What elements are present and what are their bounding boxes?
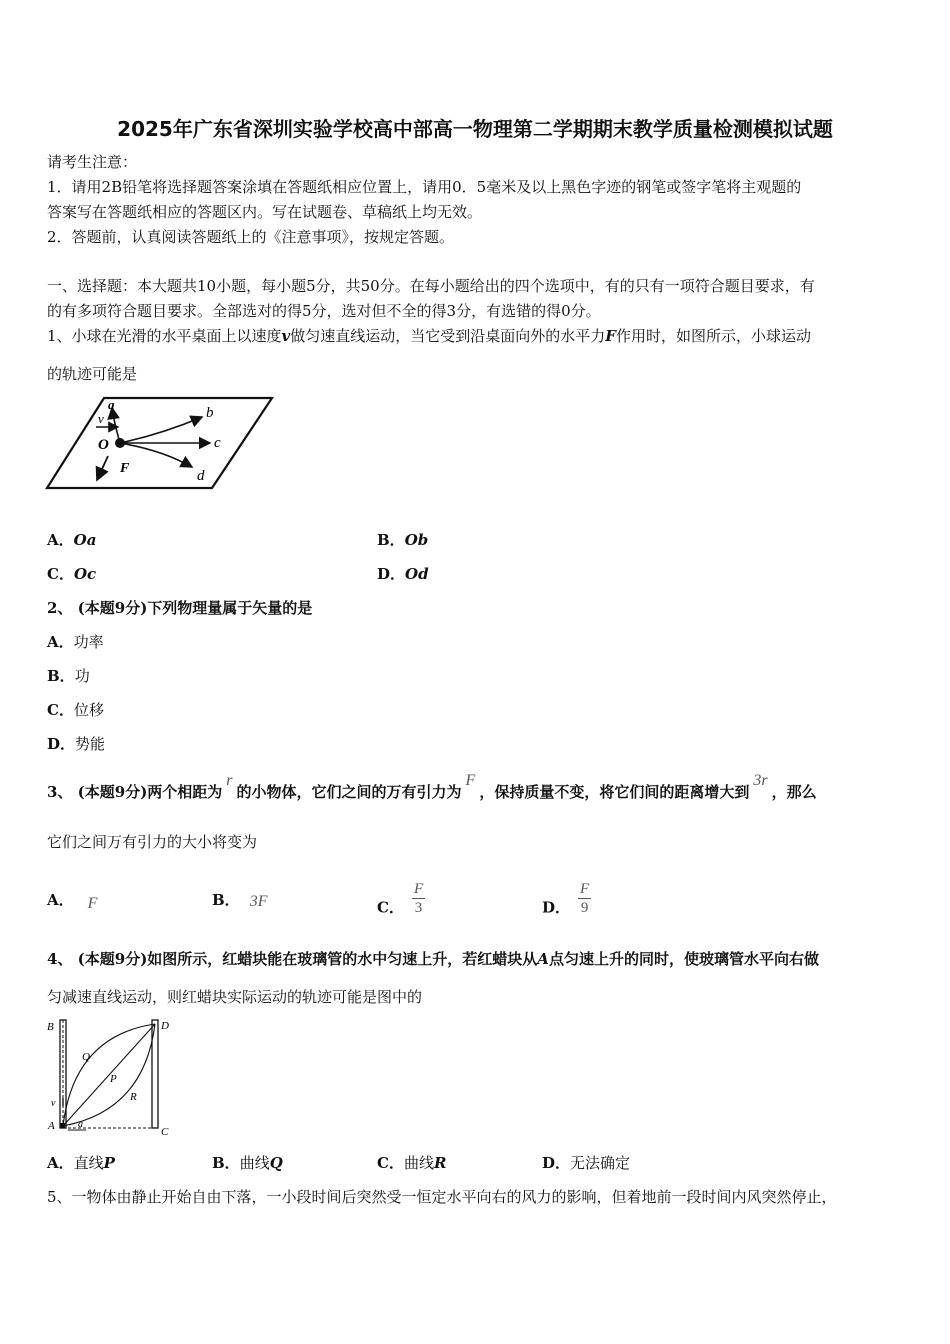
q1-option-a[interactable]: A．Oa	[47, 531, 97, 549]
label-B: B	[47, 1021, 54, 1033]
q3-option-d[interactable]: D． $\frac{F}{9}$	[542, 881, 590, 917]
notice-item-2: 2．答题前，认真阅读答题纸上的《注意事项》，按规定答题。	[47, 228, 455, 246]
q1-stem-line-2: 的轨迹可能是	[47, 365, 138, 383]
q4-stem-line-2: 匀减速直线运动，则红蜡块实际运动的轨迹可能是图中的	[47, 988, 423, 1006]
section-1-line-1: 一、选择题：本大题共10小题，每小题5分，共50分。在每小题给出的四个选项中，有的只有一项符合题目要求，有	[47, 277, 815, 295]
notice-item-1-line-2: 答案写在答题纸相应的答题区内。写在试题卷、草稿纸上均无效。	[47, 203, 483, 221]
q3-stem-line-1: 3、 (本题9分)两个相距为r的小物体，它们之间的万有引力为F，保持质量不变，将它们间的距离增大到3r，那么	[47, 772, 817, 801]
q4-option-d[interactable]: D．无法确定	[542, 1154, 631, 1172]
q2-option-c[interactable]: C．位移	[47, 701, 104, 719]
q1-option-b[interactable]: B．Ob	[377, 531, 429, 549]
line-P	[63, 1024, 155, 1126]
q2-option-b[interactable]: B．功	[47, 667, 90, 685]
wax-block	[60, 1123, 65, 1128]
q3-option-c[interactable]: C． $\frac{F}{3}$	[377, 881, 424, 917]
q4-stem-line-1: 4、 (本题9分)如图所示，红蜡块能在玻璃管的水中匀速上升，若红蜡块从A点匀速上升的同时，使玻璃管水平向右做	[47, 950, 819, 968]
q2-option-d[interactable]: D．势能	[47, 735, 106, 753]
q1-stem-line-1: 1、小球在光滑的水平桌面上以速度v做匀速直线运动，当它受到沿桌面向外的水平力F作用时，如图所示，小球运动	[47, 327, 811, 345]
label-Q: Q	[82, 1051, 90, 1063]
q3-option-a[interactable]: A． F	[47, 891, 98, 912]
q3-option-d-fraction: $\frac{F}{9}$	[580, 881, 590, 916]
label-d: d	[197, 468, 205, 484]
path-d	[120, 443, 192, 467]
label-R: R	[130, 1091, 137, 1103]
q2-option-a[interactable]: A．功率	[47, 633, 104, 651]
label-v: v	[98, 411, 104, 426]
q2-stem: 2、 (本题9分)下列物理量属于矢量的是	[47, 599, 313, 617]
q3-option-b[interactable]: B． 3F	[212, 891, 268, 910]
label-A: A	[48, 1120, 55, 1132]
notice-item-1-line-1: 1．请用2B铅笔将选择题答案涂填在答题纸相应位置上，请用0．5毫米及以上黑色字迹的钢笔或签字笔将主观题的	[47, 178, 802, 196]
q4-option-c[interactable]: C．曲线R	[377, 1154, 447, 1172]
q3-stem-line-2: 它们之间万有引力的大小将变为	[47, 833, 258, 851]
q4-figure	[44, 1016, 180, 1142]
q1-figure	[42, 392, 278, 496]
label-a: a	[78, 1119, 83, 1130]
force-arrow	[97, 456, 108, 480]
path-b	[120, 417, 202, 443]
label-C: C	[161, 1126, 169, 1138]
q4-option-b[interactable]: B．曲线Q	[212, 1154, 283, 1172]
path-a	[112, 408, 120, 443]
label-b: b	[206, 405, 214, 421]
label-v: v	[51, 1098, 56, 1109]
q3-option-c-fraction: $\frac{F}{3}$	[413, 881, 424, 916]
section-1-line-2: 的有多项符合题目要求。全部选对的得5分，选对但不全的得3分，有选错的得0分。	[47, 302, 601, 320]
q1-option-c[interactable]: C．Oc	[47, 565, 97, 583]
label-c: c	[214, 435, 221, 451]
label-D: D	[161, 1020, 169, 1032]
q1-option-d[interactable]: D．Od	[377, 565, 429, 583]
q4-option-a[interactable]: A．直线P	[47, 1154, 115, 1172]
page-title: 2025年广东省深圳实验学校高中部高一物理第二学期期末教学质量检测模拟试题	[117, 117, 833, 141]
label-a: a	[108, 397, 115, 412]
q5-stem-line-1: 5、一物体由静止开始自由下落，一小段时间后突然受一恒定水平向右的风力的影响，但着地前一段时间内风突然停止，	[47, 1188, 837, 1206]
label-P: P	[110, 1073, 117, 1085]
label-O: O	[98, 437, 109, 453]
label-F: F	[120, 461, 130, 476]
notice-heading: 请考生注意：	[47, 153, 138, 171]
